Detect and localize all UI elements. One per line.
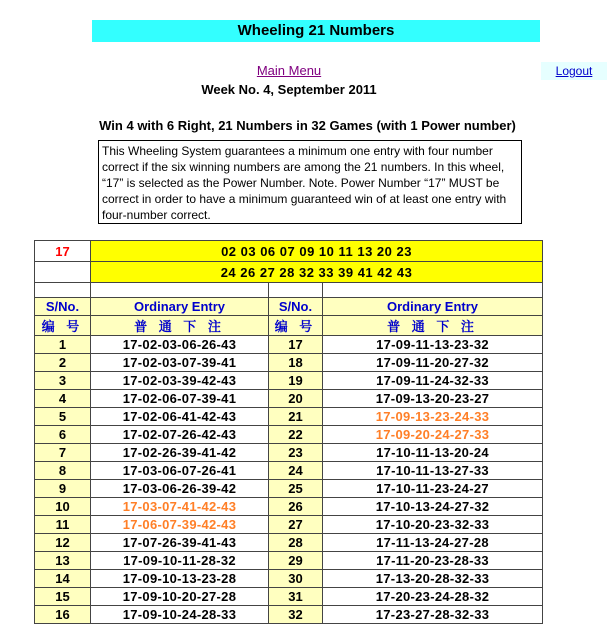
serial-number: 21 <box>269 408 323 426</box>
entry-numbers: 17-03-07-41-42-43 <box>91 498 269 516</box>
table-row <box>35 552 543 570</box>
entry-numbers: 17-10-20-23-32-33 <box>323 516 543 534</box>
table-row <box>35 516 543 534</box>
entry-numbers: 17-03-06-07-26-41 <box>91 462 269 480</box>
entry-numbers: 17-09-11-13-23-32 <box>323 336 543 354</box>
header-row <box>35 298 543 316</box>
serial-number: 9 <box>35 480 91 498</box>
entry-header-cn-right: 普 通 下 注 <box>323 316 543 336</box>
numbers-row-1 <box>35 241 543 262</box>
table-row <box>35 498 543 516</box>
table-row <box>35 390 543 408</box>
entry-numbers: 17-13-20-28-32-33 <box>323 570 543 588</box>
serial-number: 32 <box>269 606 323 624</box>
entry-numbers: 17-09-10-20-27-28 <box>91 588 269 606</box>
entry-numbers: 17-09-10-13-23-28 <box>91 570 269 588</box>
entry-numbers: 17-10-11-23-24-27 <box>323 480 543 498</box>
serial-number: 22 <box>269 426 323 444</box>
main-menu-link[interactable]: Main Menu <box>256 63 322 78</box>
serial-number: 13 <box>35 552 91 570</box>
wheel-subtitle: Win 4 with 6 Right, 21 Numbers in 32 Games (with 1 Power number) <box>99 118 516 133</box>
entry-numbers: 17-02-07-26-42-43 <box>91 426 269 444</box>
entry-numbers: 17-09-11-24-32-33 <box>323 372 543 390</box>
entry-numbers: 17-02-03-06-26-43 <box>91 336 269 354</box>
table-row <box>35 588 543 606</box>
serial-number: 20 <box>269 390 323 408</box>
serial-number: 17 <box>269 336 323 354</box>
table-row <box>35 480 543 498</box>
entry-numbers: 17-09-13-23-24-33 <box>323 408 543 426</box>
table-row <box>35 372 543 390</box>
entry-numbers: 17-10-11-13-27-33 <box>323 462 543 480</box>
sn-header-cn: 编 号 <box>35 316 91 336</box>
serial-number: 10 <box>35 498 91 516</box>
entry-numbers: 17-09-20-24-27-33 <box>323 426 543 444</box>
header-row-cn <box>35 316 543 336</box>
serial-number: 29 <box>269 552 323 570</box>
serial-number: 11 <box>35 516 91 534</box>
serial-number: 26 <box>269 498 323 516</box>
sn-header-cn-right: 编 号 <box>269 316 323 336</box>
serial-number: 3 <box>35 372 91 390</box>
entry-numbers: 17-02-03-39-42-43 <box>91 372 269 390</box>
entry-numbers: 17-09-10-24-28-33 <box>91 606 269 624</box>
entry-numbers: 17-02-03-07-39-41 <box>91 354 269 372</box>
table-row <box>35 354 543 372</box>
serial-number: 27 <box>269 516 323 534</box>
sn-header-right: S/No. <box>269 298 323 316</box>
table-row <box>35 336 543 354</box>
entry-numbers: 17-11-20-23-28-33 <box>323 552 543 570</box>
table-row <box>35 606 543 624</box>
entry-numbers: 17-09-10-11-28-32 <box>91 552 269 570</box>
serial-number: 12 <box>35 534 91 552</box>
serial-number: 2 <box>35 354 91 372</box>
serial-number: 5 <box>35 408 91 426</box>
week-label: Week No. 4, September 2011 <box>201 82 377 97</box>
entry-numbers: 17-02-06-07-39-41 <box>91 390 269 408</box>
serial-number: 25 <box>269 480 323 498</box>
entry-numbers: 17-10-11-13-20-24 <box>323 444 543 462</box>
table-row <box>35 534 543 552</box>
serial-number: 19 <box>269 372 323 390</box>
serial-number: 7 <box>35 444 91 462</box>
entry-header: Ordinary Entry <box>91 298 269 316</box>
power-number: 17 <box>35 241 91 262</box>
wheel-table <box>34 240 543 624</box>
entry-numbers: 17-20-23-24-28-32 <box>323 588 543 606</box>
spacer-row <box>35 283 543 298</box>
serial-number: 8 <box>35 462 91 480</box>
page-title: Wheeling 21 Numbers <box>92 20 540 42</box>
entry-numbers: 17-02-06-41-42-43 <box>91 408 269 426</box>
table-row <box>35 444 543 462</box>
entry-numbers: 17-07-26-39-41-43 <box>91 534 269 552</box>
serial-number: 28 <box>269 534 323 552</box>
wheel-description: This Wheeling System guarantees a minimum one entry with four number correct if the six winning numbers are among the 21 numbers. In this wheel, “17” is selected as the Power Number. Note. Power Number “17” MUST be correct in order to have a minimum guaranteed win of at least one entry with four-number correct. <box>98 140 522 224</box>
numbers-row-2 <box>35 262 543 283</box>
serial-number: 4 <box>35 390 91 408</box>
entry-numbers: 17-02-26-39-41-42 <box>91 444 269 462</box>
table-row <box>35 426 543 444</box>
entry-numbers: 17-06-07-39-42-43 <box>91 516 269 534</box>
entry-header-cn: 普 通 下 注 <box>91 316 269 336</box>
entry-numbers: 17-23-27-28-32-33 <box>323 606 543 624</box>
serial-number: 14 <box>35 570 91 588</box>
serial-number: 1 <box>35 336 91 354</box>
serial-number: 16 <box>35 606 91 624</box>
serial-number: 30 <box>269 570 323 588</box>
logout-link[interactable]: Logout <box>541 62 607 80</box>
serial-number: 18 <box>269 354 323 372</box>
table-row <box>35 570 543 588</box>
serial-number: 31 <box>269 588 323 606</box>
entry-numbers: 17-09-13-20-23-27 <box>323 390 543 408</box>
power-number-blank <box>35 262 91 283</box>
entry-numbers: 17-11-13-24-27-28 <box>323 534 543 552</box>
table-row <box>35 408 543 426</box>
entry-numbers: 17-09-11-20-27-32 <box>323 354 543 372</box>
entry-numbers: 17-10-13-24-27-32 <box>323 498 543 516</box>
selected-numbers-line-1: 02 03 06 07 09 10 11 13 20 23 <box>91 241 543 262</box>
entry-header-right: Ordinary Entry <box>323 298 543 316</box>
table-row <box>35 462 543 480</box>
selected-numbers-line-2: 24 26 27 28 32 33 39 41 42 43 <box>91 262 543 283</box>
serial-number: 24 <box>269 462 323 480</box>
serial-number: 6 <box>35 426 91 444</box>
serial-number: 15 <box>35 588 91 606</box>
sn-header: S/No. <box>35 298 91 316</box>
entry-numbers: 17-03-06-26-39-42 <box>91 480 269 498</box>
serial-number: 23 <box>269 444 323 462</box>
